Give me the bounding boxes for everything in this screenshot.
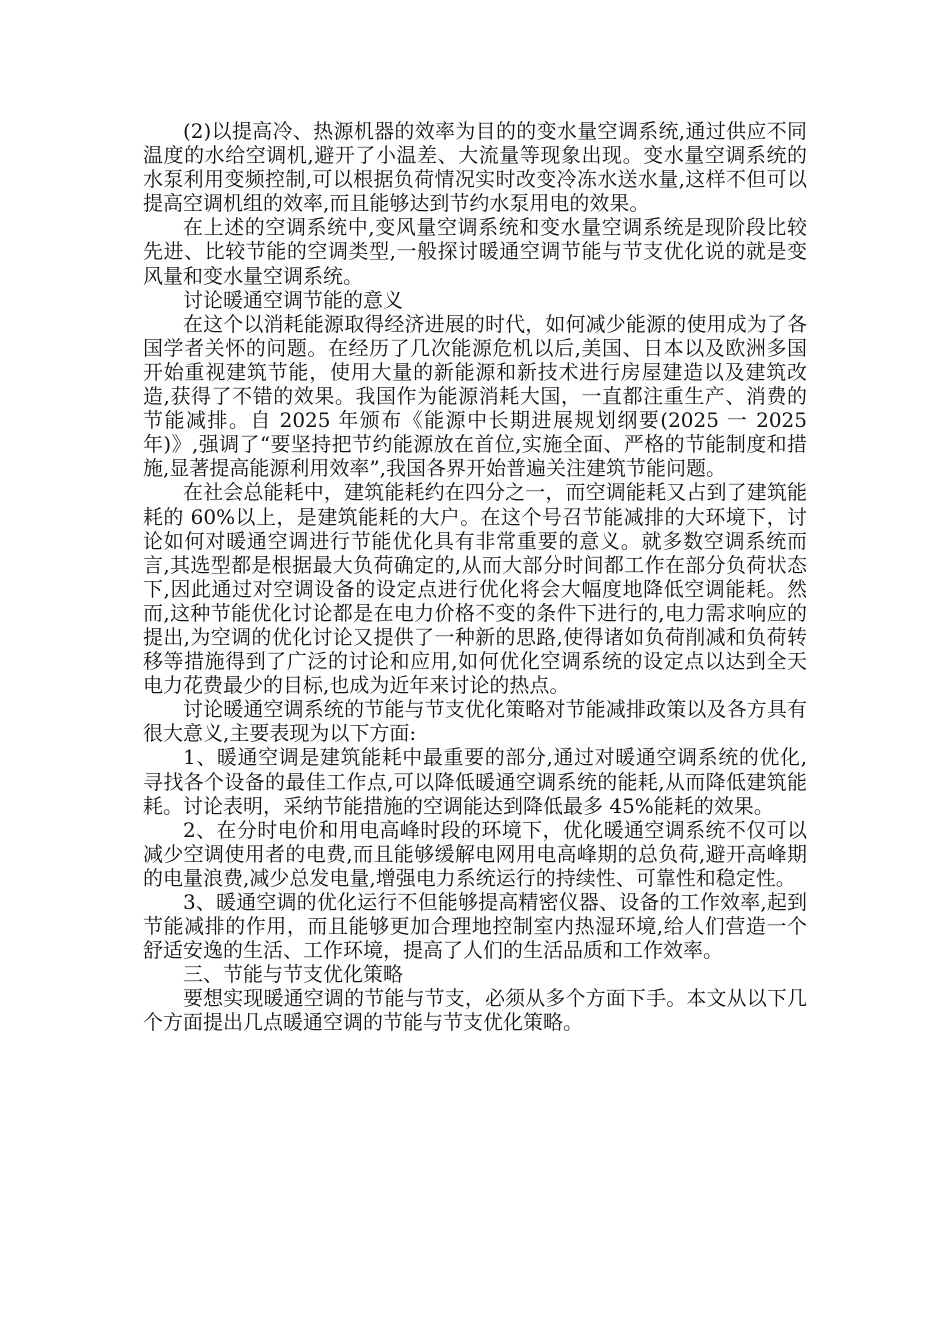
list-item-3: 3、暖通空调的优化运行不但能够提高精密仪器、设备的工作效率,起到节能减排的作用，而且能够更加合理地控制室内热湿环境,给人们营造一个舒适安逸的生活、工作环境，提高了人们的生活品质和工作效率。 — [143, 890, 807, 963]
document-page — [143, 119, 807, 1035]
section-heading-strategy: 三、节能与节支优化策略 — [183, 962, 403, 987]
list-item-1: 1、暖通空调是建筑能耗中最重要的部分,通过对暖通空调系统的优化,寻找各个设备的最佳工作点,可以降低暖通空调系统的能耗,从而降低建筑能耗。讨论表明，采纳节能措施的空调能达到降低最多 45%能耗的效果。 — [143, 745, 807, 818]
paragraph-significance-intro: 讨论暖通空调系统的节能与节支优化策略对节能减排政策以及各方具有很大意义,主要表现为以下方面: — [143, 697, 807, 746]
paragraph-variable-water-system: (2)以提高冷、热源机器的效率为目的的变水量空调系统,通过供应不同温度的水给空调机,避开了小温差、大流量等现象出现。变水量空调系统的水泵利用变频控制,可以根据负荷情况实时改变冷冻水送水量,这样不但可以提高空调机组的效率,而且能够达到节约水泵用电的效果。 — [143, 119, 807, 216]
list-item-2: 2、在分时电价和用电高峰时段的环境下，优化暖通空调系统不仅可以减少空调使用者的电费,而且能够缓解电网用电高峰期的总负荷,避开高峰期的电量浪费,减少总发电量,增强电力系统运行的持续性、可靠性和稳定性。 — [143, 817, 807, 890]
paragraph-system-summary: 在上述的空调系统中,变风量空调系统和变水量空调系统是现阶段比较先进、比较节能的空调类型,一般探讨暖通空调节能与节支优化说的就是变风量和变水量空调系统。 — [143, 215, 807, 288]
paragraph-energy-background: 在这个以消耗能源取得经济进展的时代，如何减少能源的使用成为了各国学者关怀的问题。在经历了几次能源危机以后,美国、日本以及欧洲多国开始重视建筑节能，使用大量的新能源和新技术进行房屋建造以及建筑改造,获得了不错的效果。我国作为能源消耗大国，一直都注重生产、消费的节能减排。自 2025 年颁布《能源中长期进展规划纲要(2025 一 2025 年)》,强调了“要坚持把节约能源放在首位,实施全面、严格的节能制度和措施,显著提高能源利用效率”,我国各界开始普遍关注建筑节能问题。 — [143, 311, 807, 481]
paragraph-strategy-intro: 要想实现暖通空调的节能与节支，必须从多个方面下手。本文从以下几个方面提出几点暖通空调的节能与节支优化策略。 — [143, 986, 807, 1035]
section-heading-significance: 讨论暖通空调节能的意义 — [183, 287, 403, 312]
paragraph-building-energy: 在社会总能耗中，建筑能耗约在四分之一，而空调能耗又占到了建筑能耗的 60%以上，是建筑能耗的大户。在这个号召节能减排的大环境下，讨论如何对暖通空调进行节能优化具有非常重要的意义。就多数空调系统而言,其选型都是根据最大负荷确定的,从而大部分时间都工作在部分负荷状态下,因此通过对空调设备的设定点进行优化将会大幅度地降低空调能耗。然而,这种节能优化讨论都是在电力价格不变的条件下进行的,电力需求响应的提出,为空调的优化讨论又提供了一种新的思路,使得诸如负荷削减和负荷转移等措施得到了广泛的讨论和应用,如何优化空调系统的设定点以达到全天电力花费最少的目标,也成为近年来讨论的热点。 — [143, 480, 807, 698]
